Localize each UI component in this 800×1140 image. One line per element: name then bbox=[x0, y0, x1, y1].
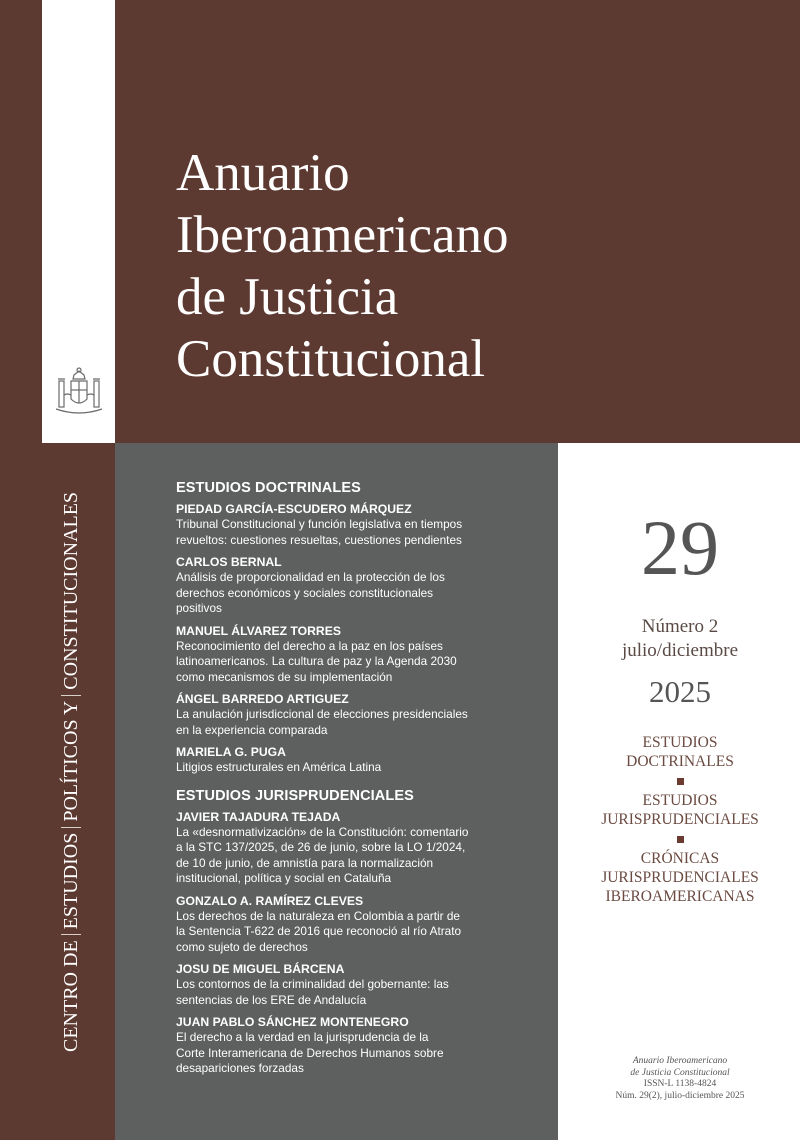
article-entry bbox=[176, 810, 546, 887]
article-author: ÁNGEL BARREDO ARTIGUEZ bbox=[176, 692, 349, 706]
square-bullet-icon bbox=[677, 836, 684, 843]
article-title-line: revueltos: cuestiones resueltas, cuestiones pendientes bbox=[176, 532, 462, 547]
section-list-line: JURISPRUDENCIALES bbox=[601, 869, 759, 886]
article-title-line: El derecho a la verdad en la jurisprudencia de la bbox=[176, 1030, 429, 1044]
colophon-line: de Justicia Constitucional bbox=[630, 1067, 730, 1078]
article-title-line: a la STC 137/2025, de 26 de junio, sobre la LO 1/2024, bbox=[176, 840, 466, 854]
issue-year: 2025 bbox=[649, 674, 711, 709]
spine-segment: POLÍTICOS Y bbox=[61, 696, 81, 828]
issue-number bbox=[560, 615, 800, 663]
issue-period: julio/diciembre bbox=[621, 640, 739, 661]
coat-of-arms-icon bbox=[51, 365, 107, 419]
article-entry bbox=[176, 1015, 546, 1077]
article-author: JUAN PABLO SÁNCHEZ MONTENEGRO bbox=[176, 1015, 409, 1029]
section-heading: ESTUDIOS DOCTRINALES bbox=[176, 480, 361, 496]
colophon-issue: Núm. 29(2), julio-diciembre 2025 bbox=[615, 1090, 745, 1101]
article-author: JOSU DE MIGUEL BÁRCENA bbox=[176, 962, 345, 976]
article-title-line: Tribunal Constitucional y función legislativa en tiempos bbox=[176, 517, 463, 531]
publisher-spine-text bbox=[41, 492, 101, 1052]
article-title-line: La anulación jurisdiccional de elecciones presidenciales bbox=[176, 707, 468, 721]
section-list-item bbox=[590, 849, 770, 906]
article-entry bbox=[176, 502, 546, 548]
article-entry bbox=[176, 555, 546, 617]
title-line: Iberoamericano bbox=[176, 206, 509, 264]
article-author: MANUEL ÁLVAREZ TORRES bbox=[176, 623, 341, 638]
article-title-line: sentencias de los ERE de Andalucía bbox=[176, 992, 367, 1007]
title-line: Constitucional bbox=[176, 330, 486, 388]
article-title-line: como mecanismos de su implementación bbox=[176, 669, 393, 684]
table-of-contents bbox=[176, 480, 546, 1084]
article-list bbox=[176, 502, 546, 776]
article-title-line: Los derechos de la naturaleza en Colombia a partir de bbox=[176, 908, 460, 923]
article-title-line: derechos económicos y sociales constitucionales bbox=[176, 585, 434, 600]
issn: ISSN-L 1138-4824 bbox=[643, 1079, 717, 1089]
article-title-line: Corte Interamericana de Derechos Humanos sobre bbox=[176, 1045, 444, 1060]
section-list-line: CRÓNICAS bbox=[640, 850, 720, 867]
section-list-line: IBEROAMERICANAS bbox=[605, 888, 755, 905]
article-title-line: La «desnormativización» de la Constitución: comentario bbox=[176, 824, 469, 839]
article-title-line: desapariciones forzadas bbox=[176, 1061, 304, 1075]
article-entry bbox=[176, 894, 546, 956]
article-title-line: positivos bbox=[176, 601, 222, 615]
article-title-line: latinoamericanos. La cultura de paz y la Agenda 2030 bbox=[176, 654, 457, 668]
left-brown-band bbox=[0, 0, 42, 1140]
square-bullet-icon bbox=[677, 778, 684, 785]
article-title-line: Reconocimiento del derecho a la paz en los países bbox=[176, 638, 443, 653]
section-list-line: ESTUDIOS bbox=[642, 792, 718, 809]
section-list-line: JURISPRUDENCIALES bbox=[601, 811, 759, 828]
colophon-line: Anuario Iberoamericano bbox=[632, 1056, 728, 1066]
article-entry bbox=[176, 624, 546, 686]
article-author: JAVIER TAJADURA TEJADA bbox=[176, 809, 341, 824]
spine-segment: CONSTITUCIONALES bbox=[61, 487, 81, 696]
article-title-line: Litigios estructurales en América Latina bbox=[176, 760, 382, 774]
title-line: de Justicia bbox=[176, 268, 399, 326]
journal-title bbox=[176, 142, 776, 390]
article-title-line: como sujeto de derechos bbox=[176, 939, 308, 954]
title-line: Anuario bbox=[176, 144, 350, 202]
issue-panel bbox=[560, 443, 800, 1140]
section-list-item bbox=[590, 791, 770, 829]
article-entry bbox=[176, 745, 546, 776]
article-entry bbox=[176, 962, 546, 1008]
colophon bbox=[560, 1056, 800, 1102]
section-list-line: ESTUDIOS bbox=[642, 734, 718, 751]
article-list bbox=[176, 810, 546, 1077]
article-entry bbox=[176, 692, 546, 738]
article-title-line: en la experiencia comparada bbox=[176, 722, 328, 737]
article-author: GONZALO A. RAMÍREZ CLEVES bbox=[176, 893, 364, 908]
spine-segment: CENTRO DE bbox=[60, 940, 82, 1052]
article-title-line: Los contornos de la criminalidad del gobernante: las bbox=[176, 977, 449, 991]
article-author: PIEDAD GARCÍA-ESCUDERO MÁRQUEZ bbox=[176, 502, 412, 516]
article-title-line: la Sentencia T-622 de 2016 que reconoció al río Atrato bbox=[176, 924, 462, 938]
article-author: MARIELA G. PUGA bbox=[176, 745, 286, 759]
article-author: CARLOS BERNAL bbox=[176, 555, 282, 569]
article-title-line: Análisis de proporcionalidad en la protección de los bbox=[176, 570, 445, 584]
sections-list bbox=[560, 733, 800, 906]
volume-number: 29 bbox=[641, 504, 719, 591]
section-heading: ESTUDIOS JURISPRUDENCIALES bbox=[176, 787, 414, 804]
spine-segment: ESTUDIOS bbox=[61, 828, 81, 936]
article-title-line: de 10 de junio, de amnistía para la normalización bbox=[176, 855, 434, 870]
issue-number-text: Número 2 bbox=[641, 616, 719, 637]
section-list-item bbox=[590, 733, 770, 771]
article-title-line: institucional, política y social en Cataluña bbox=[176, 871, 392, 885]
section-list-line: DOCTRINALES bbox=[626, 753, 734, 770]
